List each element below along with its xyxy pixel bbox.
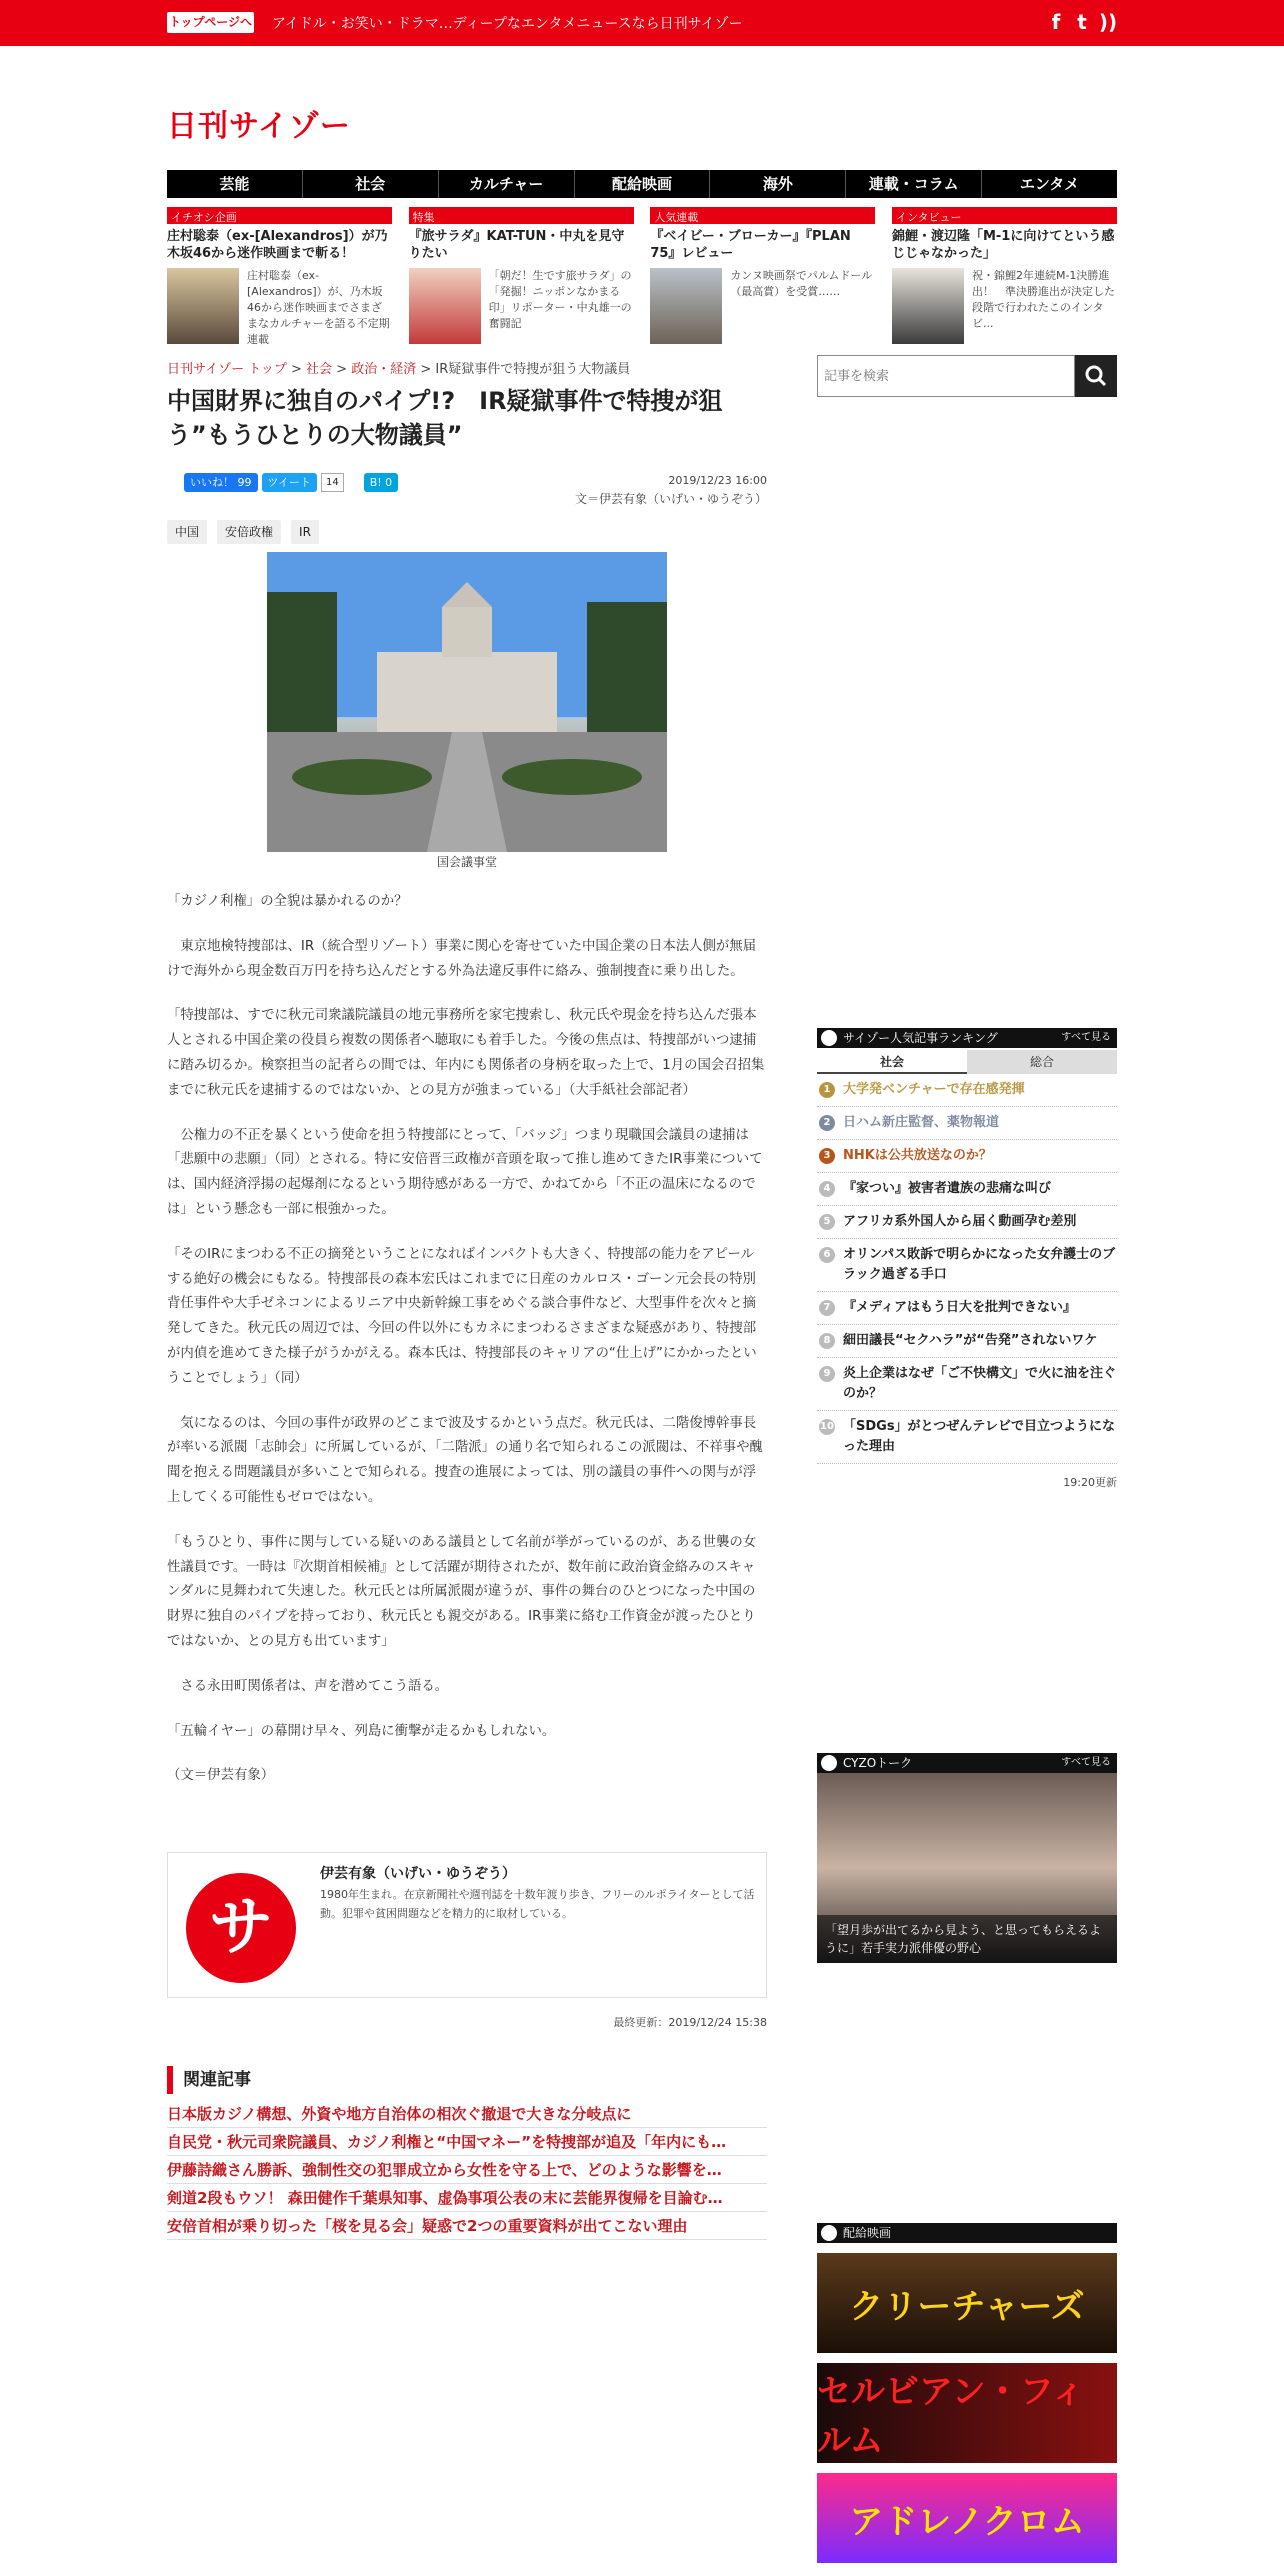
ranking-item-title: 大学発ベンチャーで存在感発揮 [843,1082,1025,1097]
talk-image[interactable] [817,1773,1117,1963]
movies-header [817,2223,1117,2243]
byline: 文＝伊芸有象（いげい・ゆうぞう） [574,492,767,506]
pickup-title[interactable]: 『ベイビー・ブローカー』『PLAN 75』レビュー [650,229,851,261]
rank-number: 10 [819,1419,835,1435]
related-list [167,2100,767,2240]
ranking-updated: 19:20更新 [1063,1476,1117,1489]
last-updated: 最終更新：2019/12/24 15:38 [613,2016,767,2029]
pickup-title[interactable]: 『旅サラダ』KAT-TUN・中丸を見守りたい [408,229,625,261]
ranking-widget [817,1028,1117,1490]
tag[interactable]: 中国 [167,520,207,544]
pickup-title[interactable]: 錦鯉・渡辺隆「M-1に向けてという感じじゃなかった」 [891,229,1115,261]
paragraph: 「五輪イヤー」の幕開け早々、列島に衝撃が走るかもしれない。 [167,1723,556,1739]
search-button[interactable] [1075,355,1117,397]
rank-number: 2 [819,1115,835,1131]
author-box [167,1852,767,1998]
ranking-tabs [817,1050,1117,1074]
author-name[interactable]: 伊芸有象（いげい・ゆうぞう） [320,1866,516,1882]
ranking-item-title: 『メディアはもう日大を批判できない』 [843,1300,1076,1315]
home-button[interactable]: トップページへ [167,12,254,33]
ranking-item[interactable] [817,1074,1117,1107]
author-desc: 1980年生まれ。在京新聞社や週刊誌を十数年渡り歩き、フリーのルポライターとして活動。犯罪や貧困問題などを精力的に取材している。 [320,1888,755,1920]
pickup-label: インタビュー [892,207,1117,224]
breadcrumb: 日刊サイゾー トップ > 社会 > 政治・経済 > IR疑獄事件で特捜が狙う大物議員 [167,362,631,377]
paragraph: 「そのIRにまつわる不正の摘発ということになればインパクトも大きく、特捜部の能力をアピールする絶好の機会にもなる。特捜部長の森本宏氏はこれまでに日産のカルロス・ゴーン元会長の特別背任事件や大手ゼネコンによるリニア中央新幹線工事をめぐる談合事件など、大型事件を次々と摘発してきた。秋元氏の周辺では、今回の件以外にもカネにまつわるさまざまな疑惑があり、特捜部が内偵を進めてきた様子がうかがえる。森本氏は、特捜部長のキャリアの“仕上げ”にかかったということでしょう」（同） [167,1246,757,1386]
ranking-item[interactable] [817,1173,1117,1206]
nav-item[interactable]: エンタメ [1019,175,1080,193]
pickup-title[interactable]: 庄村聡泰（ex-[Alexandros]）が乃木坂46から迷作映画まで斬る！ [167,229,388,261]
ranking-more-link[interactable]: すべて見る [1061,1032,1111,1043]
top-bar [0,0,1284,46]
article-photo [267,552,667,852]
pickup-thumbnail[interactable] [167,268,239,344]
ranking-header [817,1028,1117,1048]
movie-banner[interactable]: クリーチャーズ [817,2253,1117,2353]
ranking-item-title: オリンパス敗訴で明らかになった女弁護士のブラック過ぎる手口 [843,1247,1116,1282]
ranking-item[interactable] [817,1358,1117,1411]
movies-title: 配給映画 [843,2226,892,2240]
tag[interactable]: IR [291,520,319,544]
paragraph: 「カジノ利権」の全貌は暴かれるのか？ [167,894,408,909]
hatena-bookmark-button[interactable]: B! 0 [364,473,398,492]
rank-number: 8 [819,1333,835,1349]
nav-item[interactable]: 配給映画 [575,170,711,198]
film-icon [821,2225,837,2241]
ranking-item[interactable] [817,1140,1117,1173]
paragraph: 気になるのは、今回の事件が政界のどこまで波及するかという点だ。秋元氏は、二階俊博幹事長が率いる派閥「志帥会」に所属しているが、「二階派」の通り名で知られるこの派閥は、不祥事や醜聞を抱える問題議員が多いことで知られる。捜査の進展によっては、別の議員の事件への関与が浮上してくる可能性もゼロではない。 [167,1415,763,1505]
tweet-button[interactable]: ツイート [262,473,317,492]
movies-widget [817,2223,1117,2563]
ranking-item-title: アフリカ系外国人から届く動画孕む差別 [843,1214,1077,1229]
paragraph: （文＝伊芸有象） [167,1768,275,1784]
tag[interactable]: 安倍政権 [217,520,281,544]
talk-more-link[interactable]: すべて見る [1061,1757,1111,1768]
tweet-count: 14 [321,473,344,492]
ranking-item[interactable] [817,1107,1117,1140]
breadcrumb-link[interactable]: 政治・経済 [351,362,417,377]
rank-number: 9 [819,1366,835,1382]
talk-header [817,1753,1117,1773]
pickup-desc: カンヌ映画祭でパルムドール（最高賞）を受賞…… [730,269,873,298]
nav-item[interactable]: カルチャー [439,170,575,198]
related-heading: 関連記事 [167,2066,767,2094]
related-link[interactable]: 剣道2段もウソ！ 森田健作千葉県知事、虚偽事項公表の末に芸能界復帰を目論む… [167,2184,767,2212]
ranking-item[interactable] [817,1239,1117,1292]
global-nav [167,170,1117,198]
rank-number: 4 [819,1181,835,1197]
nav-item[interactable]: 芸能 [167,170,303,198]
pickup-label: イチオシ企画 [167,207,392,224]
photo-caption: 国会議事堂 [436,855,497,869]
pickup-desc: 「朝だ！生です旅サラダ」の「発掘！ニッポンなかまる印」リポーター・中丸雄一の奮闘記 [488,269,632,330]
rank-number: 7 [819,1300,835,1316]
pickup-label: 特集 [409,207,634,224]
related-link[interactable]: 自民党・秋元司衆院議員、カジノ利権と“中国マネー”を特捜部が追及「年内にも… [167,2128,767,2156]
pickup-desc: 祝・錦鯉2年連続M-1決勝進出！ 準決勝進出が決定した段階で行われたこのインタビ... [971,269,1115,330]
ranking-item-title: 細田議長“セクハラ”が“告発”されないワケ [843,1333,1098,1348]
ranking-item-title: 「SDGs」がとつぜんテレビで目立つようになった理由 [843,1419,1116,1454]
paragraph: 公権力の不正を暴くという使命を担う特捜部にとって、「バッジ」つまり現職国会議員の逮捕は「悲願中の悲願」（同）とされる。特に安倍晋三政権が音頭を取って推し進めてきたIR事業については、国内経済浮揚の起爆剤になるという期待感がある一方で、かねてから「不正の温床になるのでは」という懸念も一部に根強かった。 [167,1127,763,1217]
author-logo: サ [186,1873,296,1983]
search-box [817,355,1117,397]
rank-number: 6 [819,1247,835,1263]
search-input[interactable] [817,355,1075,397]
rss-icon[interactable]: )) [1098,10,1118,34]
ranking-item-title: 炎上企業はなぜ「ご不快構文」で火に油を注ぐのか？ [843,1366,1117,1401]
movie-banner[interactable]: セルビアン・フィルム [817,2363,1117,2463]
ranking-item[interactable] [817,1292,1117,1325]
tab-society[interactable]: 社会 [817,1050,967,1074]
nav-item[interactable]: 社会 [303,170,439,198]
ranking-item[interactable] [817,1411,1117,1464]
related-link[interactable]: 日本版カジノ構想、外資や地方自治体の相次ぐ撤退で大きな分岐点に [167,2100,767,2128]
related-link[interactable]: 伊藤詩織さん勝訴、強制性交の犯罪成立から女性を守る上で、どのような影響を… [167,2156,767,2184]
twitter-icon[interactable]: t [1077,10,1087,34]
crown-icon [821,1030,837,1046]
pickup-card[interactable] [167,207,392,348]
facebook-like-button[interactable]: いいね！ 99 [184,473,258,492]
breadcrumb-current: IR疑獄事件で特捜が狙う大物議員 [435,362,631,377]
paragraph: さる永田町関係者は、声を潜めてこう語る。 [180,1678,449,1694]
talk-caption[interactable]: 「望月歩が出てるから見よう、と思ってもらえるように」若手実力派俳優の野心 [817,1915,1117,1963]
breadcrumb-link[interactable]: 社会 [306,362,333,377]
rank-number: 3 [819,1148,835,1164]
cyzo-talk-widget [817,1753,1117,1963]
pickup-list [167,207,1117,348]
talk-title: CYZOトーク [843,1756,913,1770]
rank-number: 1 [819,1082,835,1098]
ranking-item-title: NHKは公共放送なのか？ [843,1148,992,1163]
site-logo[interactable]: 日刊サイゾー [167,109,351,144]
pickup-thumbnail[interactable] [409,268,481,344]
pickup-card[interactable] [409,207,634,348]
chat-icon [821,1755,837,1771]
site-tagline: アイドル・お笑い・ドラマ…ディープなエンタメニュースなら日刊サイゾー [272,16,743,32]
ranking-item[interactable] [817,1206,1117,1239]
ranking-item-title: 日ハム新庄監督、薬物報道 [843,1115,1000,1130]
facebook-icon[interactable]: f [1051,10,1061,34]
pickup-thumbnail[interactable] [892,268,964,344]
paragraph: 東京地検特捜部は、IR（統合型リゾート）事業に関心を寄せていた中国企業の日本法人側が無届けで海外から現金数百万円を持ち込んだとする外為法違反事件に絡み、強制捜査に乗り出した。 [167,938,757,979]
nav-item[interactable]: 連載・コラム [846,170,982,198]
pickup-desc: 庄村聡泰（ex-[Alexandros]）が、乃木坂46から迷作映画までさまざまなカルチャーを語る不定期連載 [247,269,390,346]
article-body [167,890,767,1809]
article-title: 中国財界に独自のパイプ!? IR疑獄事件で特捜が狙う”もうひとりの大物議員” [167,387,723,449]
tag-list [167,520,319,544]
paragraph: 「特捜部は、すでに秋元司衆議院議員の地元事務所を家宅捜索し、秋元氏や現金を持ち込んだ張本人とされる中国企業の役員ら複数の関係者へ聴取にも着手した。今後の焦点は、特捜部がいつ逮捕に踏み切るか。検察担当の記者らの間では、年内にも関係者の身柄を取った上で、1月の国会召招集までに秋元氏を逮捕するのではないか、との見方が強まっている」（大手紙社会部記者） [167,1008,765,1098]
tab-overall[interactable]: 総合 [967,1050,1117,1074]
share-buttons [184,473,398,492]
pickup-card[interactable] [650,207,875,348]
breadcrumb-link[interactable]: 日刊サイゾー トップ [167,362,287,377]
ranking-item[interactable] [817,1325,1117,1358]
related-link[interactable]: 安倍首相が乗り切った「桜を見る会」疑惑で2つの重要資料が出てこない理由 [167,2212,767,2240]
diet-building-image [267,552,667,852]
nav-item[interactable]: 海外 [710,170,846,198]
pickup-card[interactable] [892,207,1117,348]
pickup-thumbnail[interactable] [650,268,722,344]
ranking-item-title: 『家つい』被害者遺族の悲痛な叫び [843,1181,1052,1196]
publish-date: 2019/12/23 16:00 [668,474,767,487]
rank-number: 5 [819,1214,835,1230]
ranking-title: サイゾー人気記事ランキング [843,1031,998,1045]
search-icon [1085,365,1107,387]
pickup-label: 人気連載 [650,207,875,224]
paragraph: 「もうひとり、事件に関与している疑いのある議員として名前が挙がっているのが、ある世襲の女性議員です。一時は『次期首相候補』として活躍が期待されたが、数年前に政治資金絡みのスキャンダルに見舞われて失速した。秋元氏とは所属派閥が違うが、事件の舞台のひとつになった中国の財界に独自のパイプを持っており、秋元氏とも親交がある。IR事業に絡む工作資金が渡ったひとりではないか、との見方も出ています」 [167,1534,757,1649]
movie-banner[interactable]: アドレノクロム [817,2473,1117,2563]
